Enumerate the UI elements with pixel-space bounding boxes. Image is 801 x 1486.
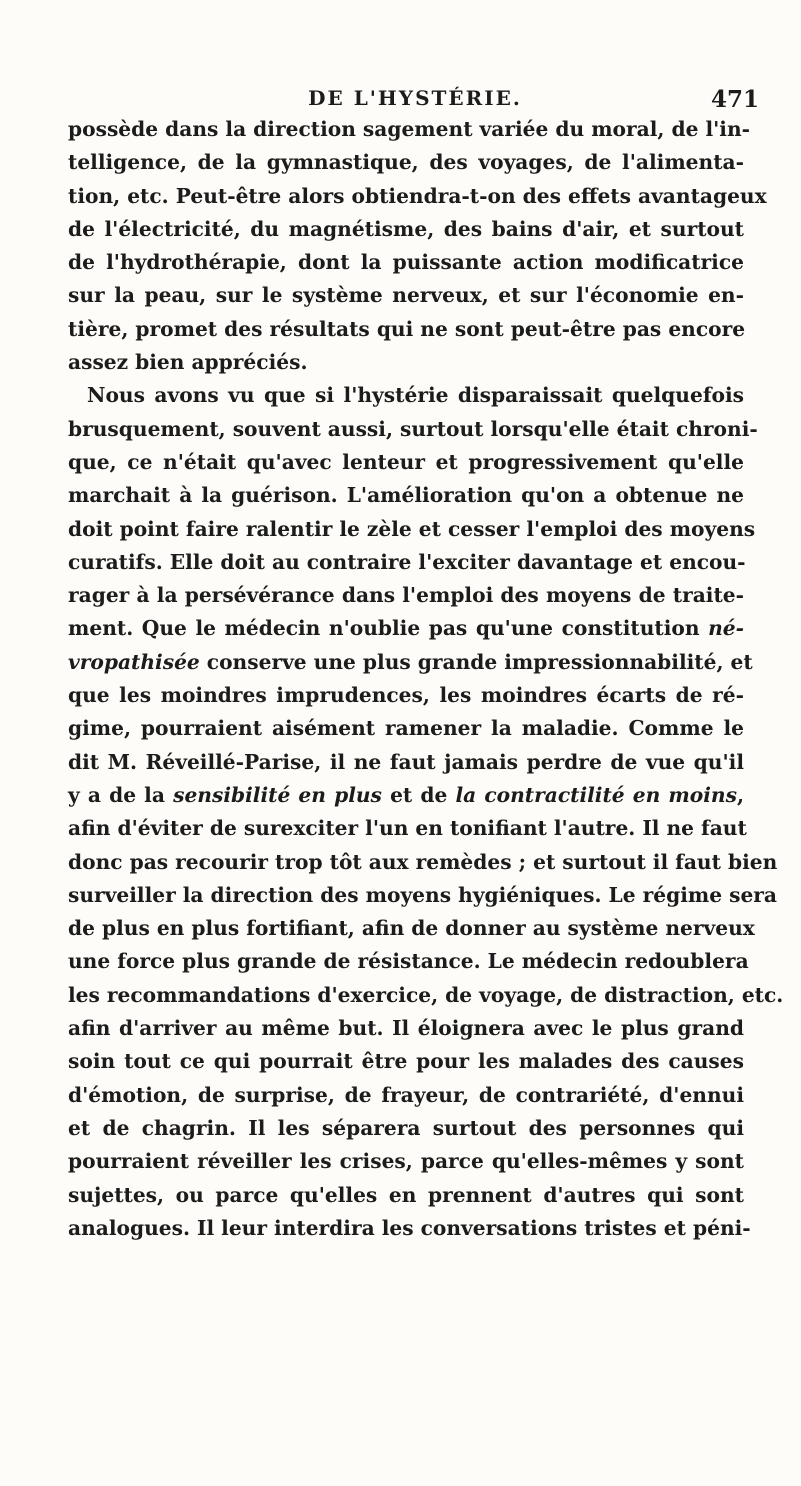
text-fragment: et de [390, 782, 448, 807]
text-line: d'émotion, de surprise, de frayeur, de contrariété, d'ennui [68, 1082, 744, 1107]
italic-term: la contractilité en moins [455, 782, 737, 807]
text-fragment: , [736, 782, 744, 807]
text-line: pourraient réveiller les crises, parce qu'elles-mêmes y sont [68, 1149, 744, 1174]
text-line: surveiller la direction des moyens hygiéniques. Le régime sera [68, 882, 778, 907]
text-line: brusquement, souvent aussi, surtout lorsqu'elle était chroni- [68, 416, 758, 441]
italic-term: né- [708, 616, 744, 641]
text-line: gime, pourraient aisément ramener la maladie. Comme le [68, 716, 744, 741]
text-line: de l'électricité, du magnétisme, des bains d'air, et surtout [68, 216, 744, 241]
text-line: doit point faire ralentir le zèle et cesser l'emploi des moyens [68, 516, 756, 541]
text-line: donc pas recourir trop tôt aux remèdes ; et surtout il faut bien [68, 849, 778, 874]
text-fragment: ment. Que le médecin n'oublie pas qu'une constitution [68, 616, 700, 641]
text-line: dit M. Réveillé-Parise, il ne faut jamais perdre de vue qu'il [68, 749, 744, 774]
text-line: analogues. Il leur interdira les conversations tristes et péni- [68, 1215, 751, 1240]
text-line: sur la peau, sur le système nerveux, et sur l'économie en- [68, 283, 744, 308]
text-line: marchait à la guérison. L'amélioration qu'on a obtenue ne [68, 483, 744, 508]
text-line: possède dans la direction sagement variée du moral, de l'in- [68, 117, 751, 141]
running-head [0, 86, 801, 116]
text-line: que les moindres imprudences, les moindres écarts de ré- [68, 683, 744, 708]
text-line: telligence, de la gymnastique, des voyages, de l'alimenta- [68, 150, 744, 175]
text-line: tière, promet des résultats qui ne sont peut-être pas encore [68, 316, 746, 341]
text-line [68, 779, 744, 812]
text-line [68, 646, 753, 679]
text-line: afin d'éviter de surexciter l'un en tonifiant l'autre. Il ne faut [68, 816, 747, 841]
text-line: afin d'arriver au même but. Il éloignera avec le plus grand [68, 1016, 744, 1041]
body-text [68, 113, 784, 1245]
running-title: DE L'HYSTÉRIE. [308, 86, 522, 110]
page-number: 471 [711, 86, 760, 113]
italic-term: vropathisée [68, 649, 200, 674]
text-line: une force plus grande de résistance. Le médecin redoublera [68, 949, 749, 974]
text-line: Nous avons vu que si l'hystérie disparaissait quelquefois [87, 383, 744, 408]
text-line: curatifs. Elle doit au contraire l'exciter davantage et encou- [68, 549, 746, 574]
text-line: sujettes, ou parce qu'elles en prennent d'autres qui sont [68, 1182, 744, 1207]
text-line [68, 612, 744, 645]
text-line: assez bien appréciés. [68, 350, 308, 375]
text-line: de plus en plus fortifiant, afin de donner au système nerveux [68, 916, 755, 941]
text-line: que, ce n'était qu'avec lenteur et progressivement qu'elle [68, 449, 744, 474]
text-fragment: conserve une plus grande impressionnabilité, et [206, 649, 753, 674]
text-fragment: y a de la [68, 782, 165, 807]
text-line: tion, etc. Peut-être alors obtiendra-t-on des effets avantageux [68, 183, 767, 208]
text-line: de l'hydrothérapie, dont la puissante action modificatrice [68, 250, 744, 275]
text-line: rager à la persévérance dans l'emploi des moyens de traite- [68, 583, 744, 608]
italic-term: sensibilité en plus [173, 782, 382, 807]
text-line: soin tout ce qui pourrait être pour les malades des causes [68, 1049, 744, 1074]
text-line: les recommandations d'exercice, de voyage, de distraction, etc. [68, 982, 784, 1007]
text-line: et de chagrin. Il les séparera surtout des personnes qui [68, 1115, 744, 1140]
